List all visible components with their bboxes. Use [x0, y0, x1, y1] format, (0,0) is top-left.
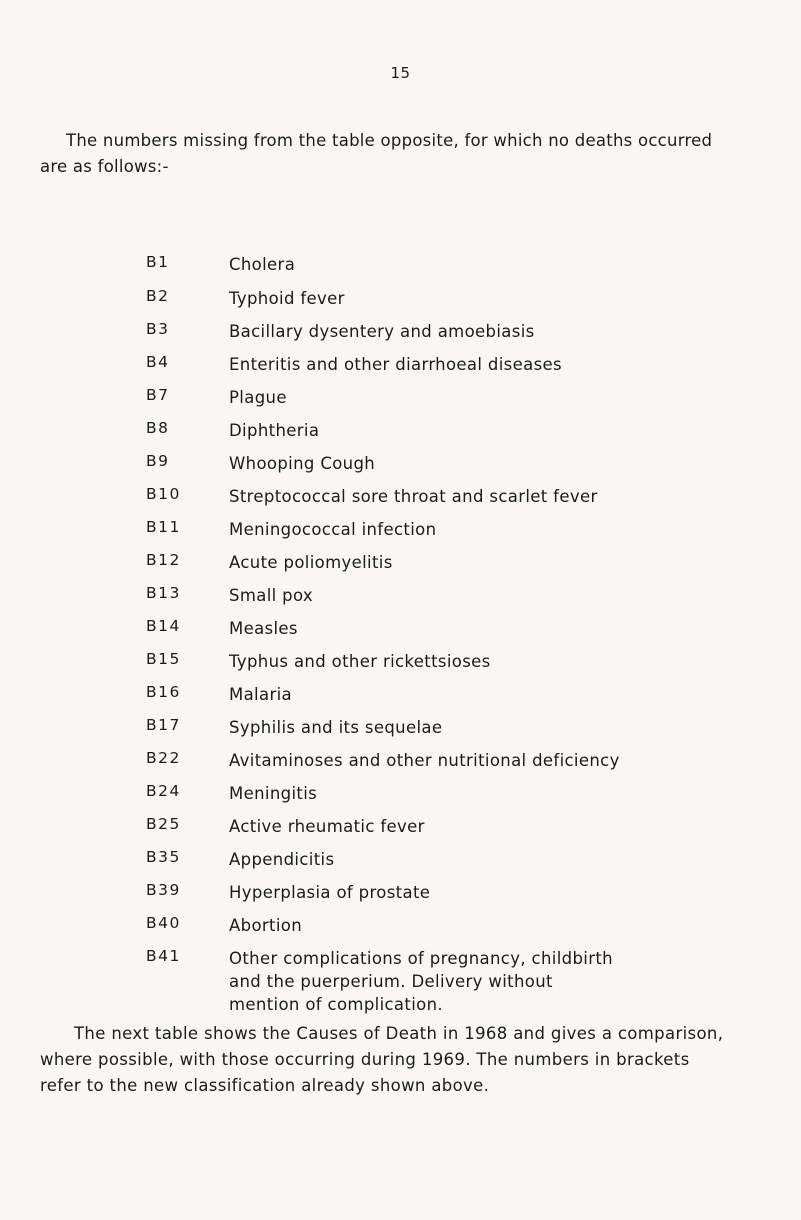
item-description: Malaria [229, 685, 292, 704]
item-description: Small pox [229, 586, 314, 605]
item-description: Abortion [229, 916, 303, 935]
item-code: B40 [146, 914, 181, 932]
item-description: Enteritis and other diarrhoeal diseases [229, 355, 562, 374]
intro-line-2: are as follows:- [40, 157, 169, 176]
item-description-line-1: Other complications of pregnancy, childbirth [229, 949, 613, 968]
item-code: B8 [146, 419, 170, 437]
item-description-line-3: mention of complication. [229, 995, 443, 1014]
item-description-line-2: and the puerperium. Delivery without [229, 972, 553, 991]
item-code: B13 [146, 584, 181, 602]
item-description: Bacillary dysentery and amoebiasis [229, 322, 535, 341]
item-description: Avitaminoses and other nutritional deficiency [229, 751, 620, 770]
item-description: Typhoid fever [229, 289, 345, 308]
item-code: B16 [146, 683, 181, 701]
item-code: B24 [146, 782, 181, 800]
item-code: B7 [146, 386, 170, 404]
item-description: Plague [229, 388, 287, 407]
item-code: B25 [146, 815, 181, 833]
item-description: Typhus and other rickettsioses [229, 652, 491, 671]
item-code: B22 [146, 749, 181, 767]
item-description: Diphtheria [229, 421, 320, 440]
item-code: B39 [146, 881, 181, 899]
item-code: B10 [146, 485, 181, 503]
item-code: B1 [146, 253, 170, 271]
item-description: Syphilis and its sequelae [229, 718, 443, 737]
outro-paragraph [40, 1021, 780, 1099]
item-description: Active rheumatic fever [229, 817, 425, 836]
item-description [229, 947, 749, 1016]
item-description: Measles [229, 619, 298, 638]
item-description: Cholera [229, 255, 296, 274]
item-code: B2 [146, 287, 170, 305]
item-description: Appendicitis [229, 850, 335, 869]
item-code: B15 [146, 650, 181, 668]
item-description: Streptococcal sore throat and scarlet fever [229, 487, 598, 506]
outro-line-1: The next table shows the Causes of Death in 1968 and gives a comparison, [74, 1024, 724, 1043]
item-code: B9 [146, 452, 170, 470]
intro-line-1: The numbers missing from the table opposite, for which no deaths occurred [66, 131, 713, 150]
item-code: B14 [146, 617, 181, 635]
item-description: Meningitis [229, 784, 318, 803]
item-code: B35 [146, 848, 181, 866]
item-code: B4 [146, 353, 170, 371]
outro-line-2: where possible, with those occurring during 1969. The numbers in brackets [40, 1050, 690, 1069]
item-description: Hyperplasia of prostate [229, 883, 431, 902]
outro-line-3: refer to the new classification already shown above. [40, 1076, 490, 1095]
item-code: B12 [146, 551, 181, 569]
item-description: Meningococcal infection [229, 520, 437, 539]
item-code: B17 [146, 716, 181, 734]
item-code: B3 [146, 320, 170, 338]
item-description: Acute poliomyelitis [229, 553, 393, 572]
item-description: Whooping Cough [229, 454, 376, 473]
item-code: B41 [146, 947, 181, 965]
item-code: B11 [146, 518, 181, 536]
page-number: 15 [390, 64, 411, 82]
